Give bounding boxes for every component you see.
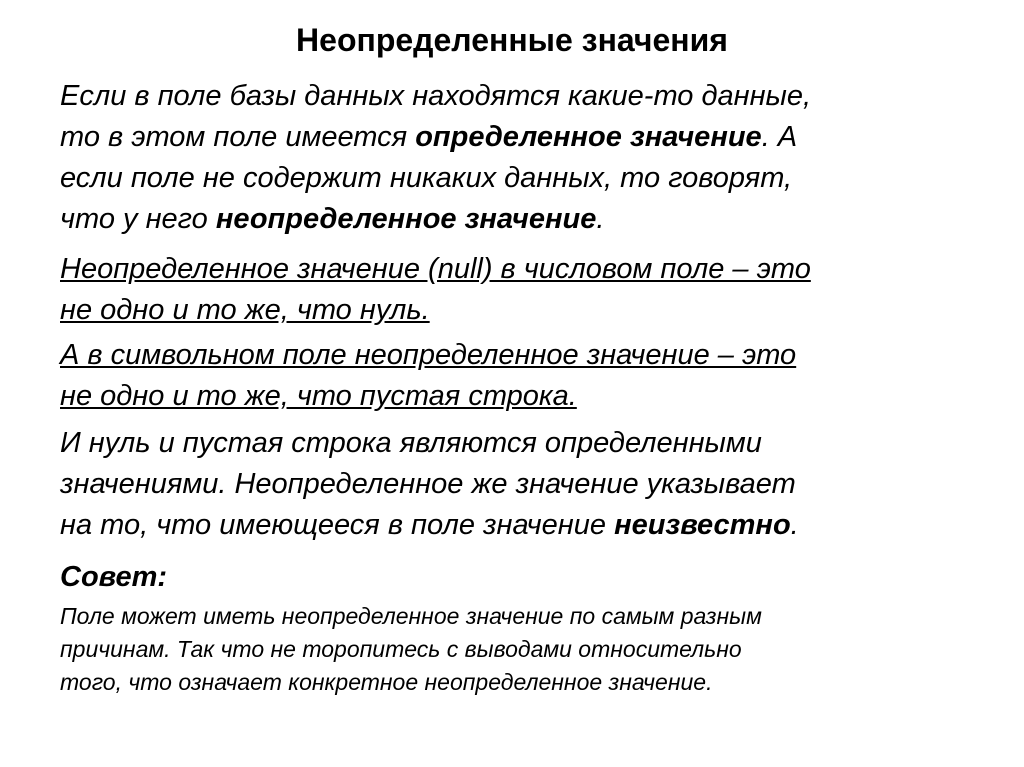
- underlined-text: Неопределенное значение (null) в числовом поле – это: [60, 253, 811, 285]
- text-span: если поле не содержит никаких данных, то говорят,: [60, 162, 793, 194]
- text-span: то в этом поле имеется: [60, 121, 416, 153]
- text-line: [60, 76, 980, 117]
- text-span: .: [596, 203, 605, 235]
- text-line: [60, 117, 980, 158]
- text-line: [60, 158, 980, 199]
- paragraph-null-string: [60, 335, 980, 417]
- text-span: . А: [761, 121, 798, 153]
- slide-title: Неопределенные значения: [296, 22, 728, 58]
- text-line: того, что означает конкретное неопределенное значение.: [60, 669, 713, 695]
- text-span: значениями. Неопределенное же значение указывает: [60, 468, 796, 500]
- tip-body: [60, 600, 980, 699]
- underlined-text: А в символьном поле неопределенное значение – это: [60, 339, 797, 371]
- bold-term-defined-value: определенное значение: [415, 121, 762, 153]
- text-span: И нуль и пустая строка являются определенными: [60, 427, 762, 459]
- text-span: .: [790, 509, 799, 541]
- text-line: причинам. Так что не торопитесь с выводами относительно: [60, 636, 742, 662]
- text-line: [60, 335, 980, 376]
- text-span: на то, что имеющееся в поле значение: [60, 509, 615, 541]
- text-line: [60, 249, 980, 290]
- paragraph-defined-values: [60, 423, 980, 546]
- text-line: [60, 376, 980, 417]
- bold-term-null-value: неопределенное значение: [215, 203, 597, 235]
- text-span: что у него: [60, 203, 216, 235]
- text-line: [60, 423, 980, 464]
- text-line: [60, 290, 980, 331]
- paragraph-definition: [60, 76, 980, 240]
- tip-heading: Совет:: [60, 561, 168, 593]
- text-line: Поле может иметь неопределенное значение по самым разным: [60, 603, 762, 629]
- text-line: [60, 199, 980, 240]
- text-line: [60, 505, 980, 546]
- underlined-text: не одно и то же, что нуль.: [60, 294, 430, 326]
- text-line: [60, 464, 980, 505]
- text-span: Если в поле базы данных находятся какие-то данные,: [60, 80, 812, 112]
- paragraph-null-numeric: [60, 249, 980, 331]
- underlined-text: не одно и то же, что пустая строка.: [60, 380, 577, 412]
- bold-term-unknown: неизвестно: [614, 509, 791, 541]
